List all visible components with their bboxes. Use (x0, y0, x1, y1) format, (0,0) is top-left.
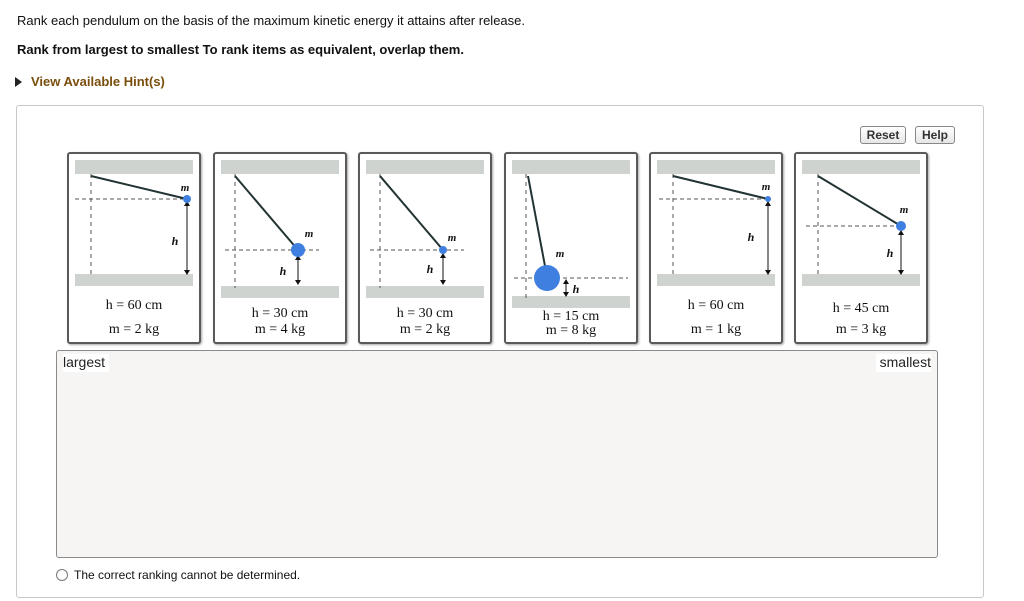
pendulum-card-5[interactable] (649, 152, 783, 344)
pendulum-card-3[interactable] (358, 152, 492, 344)
view-hints-link[interactable] (15, 74, 165, 89)
mass-label-2: m (304, 228, 314, 240)
height-value-5: h = 60 cm (687, 298, 745, 313)
pendulum-card-6[interactable] (794, 152, 928, 344)
mass-value-1: m = 2 kg (108, 322, 160, 337)
height-value-6: h = 45 cm (832, 301, 890, 316)
height-label-2: h (279, 264, 287, 278)
mass-label-1: m (180, 182, 190, 194)
pendulum-diagram-6 (796, 154, 930, 346)
height-label-4: h (572, 282, 580, 296)
cannot-determine-option[interactable] (56, 568, 300, 582)
height-label-3: h (426, 262, 434, 276)
smallest-label: smallest (876, 354, 931, 372)
mass-label-4: m (555, 248, 565, 260)
view-hints-label: View Available Hint(s) (31, 74, 165, 89)
height-label-5: h (747, 230, 755, 244)
mass-value-2: m = 4 kg (254, 322, 306, 337)
largest-label: largest (63, 354, 109, 372)
height-value-1: h = 60 cm (105, 298, 163, 313)
reset-button[interactable]: Reset (860, 126, 906, 144)
height-value-3: h = 30 cm (396, 306, 454, 321)
cannot-determine-checkbox[interactable] (56, 569, 68, 581)
pendulum-card-2[interactable] (213, 152, 347, 344)
question-instruction: Rank from largest to smallest To rank items as equivalent, overlap them. (17, 42, 464, 57)
pendulum-card-1[interactable] (67, 152, 201, 344)
height-label-1: h (171, 234, 179, 248)
mass-value-3: m = 2 kg (399, 322, 451, 337)
mass-value-6: m = 3 kg (835, 322, 887, 337)
mass-value-4: m = 8 kg (545, 323, 597, 338)
mass-label-6: m (899, 204, 909, 216)
question-prompt: Rank each pendulum on the basis of the maximum kinetic energy it attains after release. (17, 13, 525, 28)
height-value-2: h = 30 cm (251, 306, 309, 321)
help-button[interactable]: Help (915, 126, 955, 144)
height-value-4: h = 15 cm (542, 309, 600, 324)
height-label-6: h (886, 246, 894, 260)
ranking-drop-zone[interactable] (56, 350, 938, 558)
cannot-determine-label: The correct ranking cannot be determined. (74, 568, 301, 582)
mass-label-3: m (447, 232, 457, 244)
mass-label-5: m (761, 181, 771, 193)
expand-triangle-icon (15, 77, 22, 87)
pendulum-card-4[interactable] (504, 152, 638, 344)
mass-value-5: m = 1 kg (690, 322, 742, 337)
